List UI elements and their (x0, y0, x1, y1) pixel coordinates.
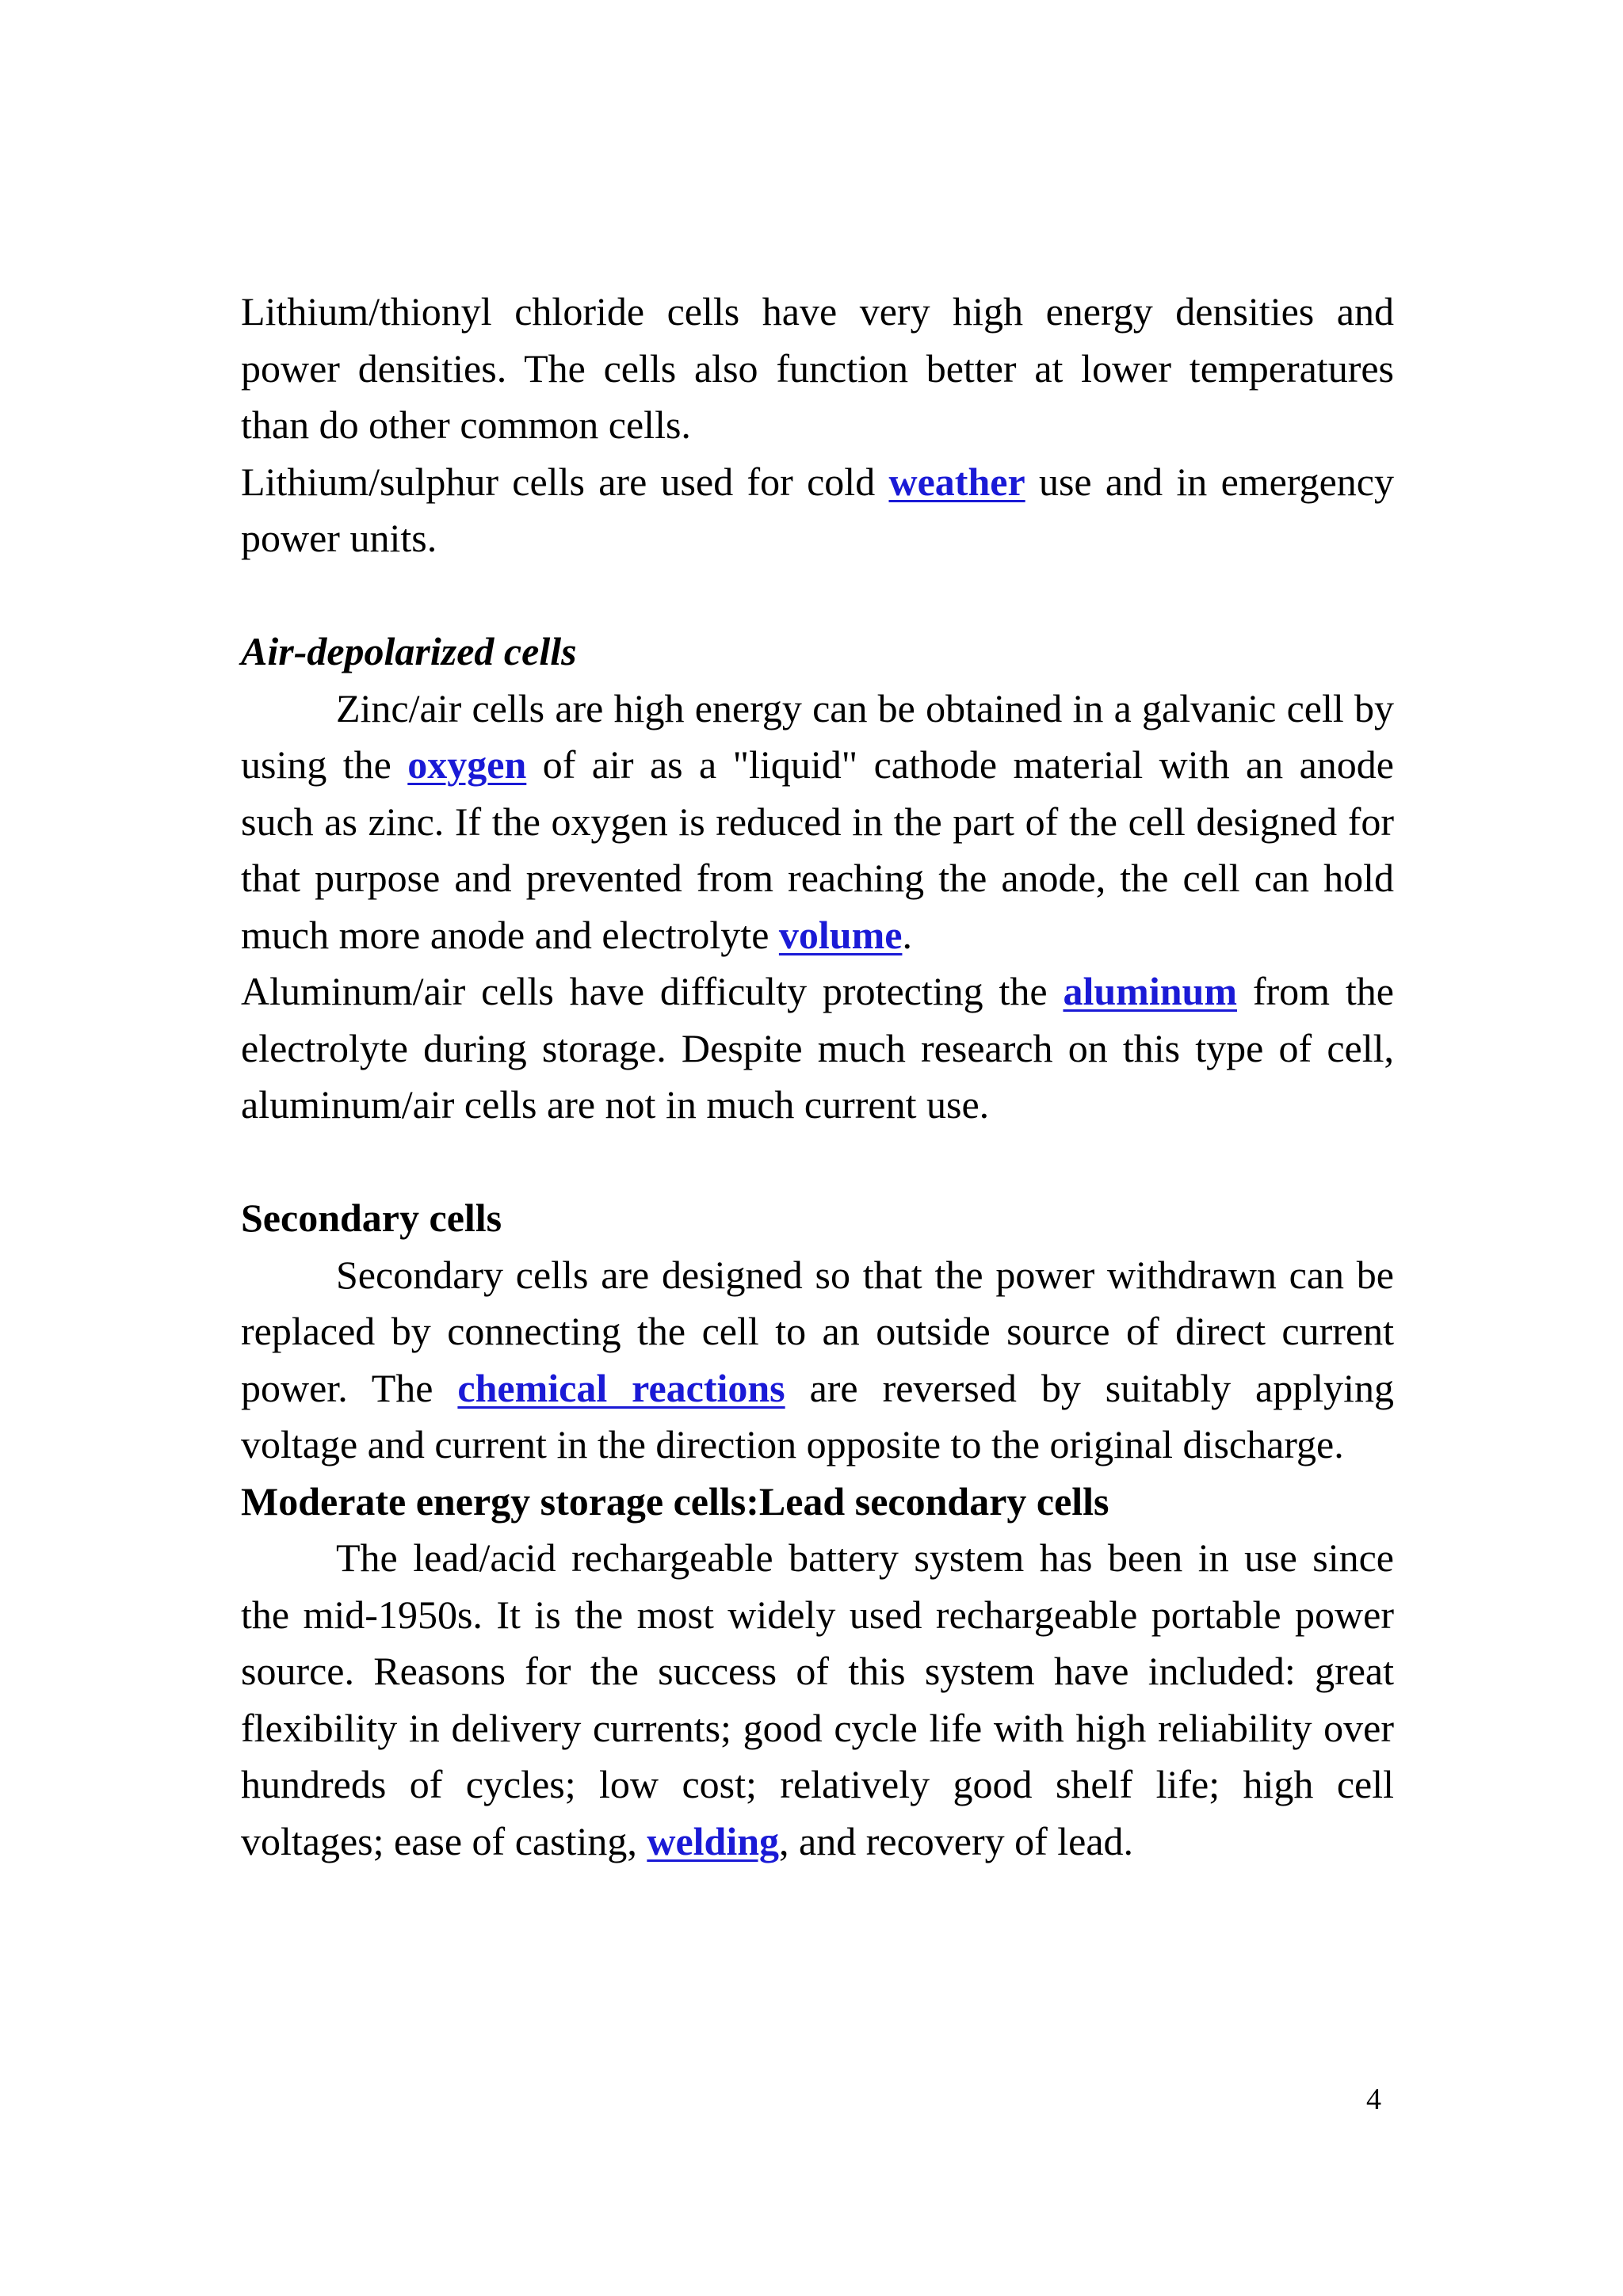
link-welding[interactable]: welding (647, 1818, 780, 1863)
link-volume[interactable]: volume (778, 912, 903, 957)
text-segment: Lithium/sulphur cells are used for cold (241, 459, 889, 504)
paragraph-lithium-sulphur (241, 454, 1394, 567)
document-page (241, 284, 1394, 1870)
text-segment: Secondary cells are designed so that the power withdrawn can be replaced by connecting the cell to an outside source of direct current power. The (241, 1252, 1394, 1410)
link-aluminum[interactable]: aluminum (1063, 969, 1237, 1013)
spacer (241, 1134, 1394, 1191)
heading-secondary-cells: Secondary cells (241, 1196, 502, 1240)
text-segment: Zinc/air cells are high energy can be obtained in a galvanic cell by using the (241, 685, 1394, 787)
paragraph-lead-acid (241, 1530, 1394, 1870)
text-segment: of air as a "liquid" cathode material with an anode such as zinc. If the oxygen is reduced in the part of the cell designed for that purpose and prevented from reaching the anode, the cell can hold much more anode and electrolyte (241, 742, 1394, 957)
text-segment: . (902, 912, 912, 957)
link-chemical-reactions[interactable]: chemical reactions (457, 1365, 785, 1410)
heading-moderate-energy-storage: Moderate energy storage cells:Lead secondary cells (241, 1478, 1109, 1524)
heading-air-depolarized-cells: Air-depolarized cells (241, 629, 577, 673)
paragraph-lithium-thionyl: Lithium/thionyl chloride cells have very high energy densities and power densities. The cells also function better at lower temperatures than do other common cells. (241, 289, 1394, 447)
spacer (241, 567, 1394, 624)
paragraph-zinc-air (241, 681, 1394, 964)
text-segment: use and in emergency power units. (241, 459, 1394, 560)
text-segment: Aluminum/air cells have difficulty protecting the (241, 969, 1064, 1013)
paragraph-aluminum-air (241, 963, 1394, 1134)
page-number: 4 (1366, 2083, 1381, 2116)
link-oxygen[interactable]: oxygen (407, 742, 527, 787)
text-segment: are reversed by suitably applying voltage and current in the direction opposite to the original discharge. (241, 1365, 1395, 1466)
text-segment: , and recovery of lead. (779, 1818, 1134, 1863)
paragraph-secondary-cells (241, 1247, 1394, 1474)
text-segment: The lead/acid rechargeable battery system has been in use since the mid-1950s. It is the most widely used rechargeable portable power source. Reasons for the success of this system have included: great flexibility in delivery currents; good cycle life with high reliability over hundreds of cycles; low cost; relatively good shelf life; high cell voltages; ease of casting, (241, 1535, 1394, 1863)
text-segment: from the electrolyte during storage. Despite much research on this type of cell, aluminum/air cells are not in much current use. (241, 969, 1394, 1127)
link-weather[interactable]: weather (888, 459, 1025, 504)
